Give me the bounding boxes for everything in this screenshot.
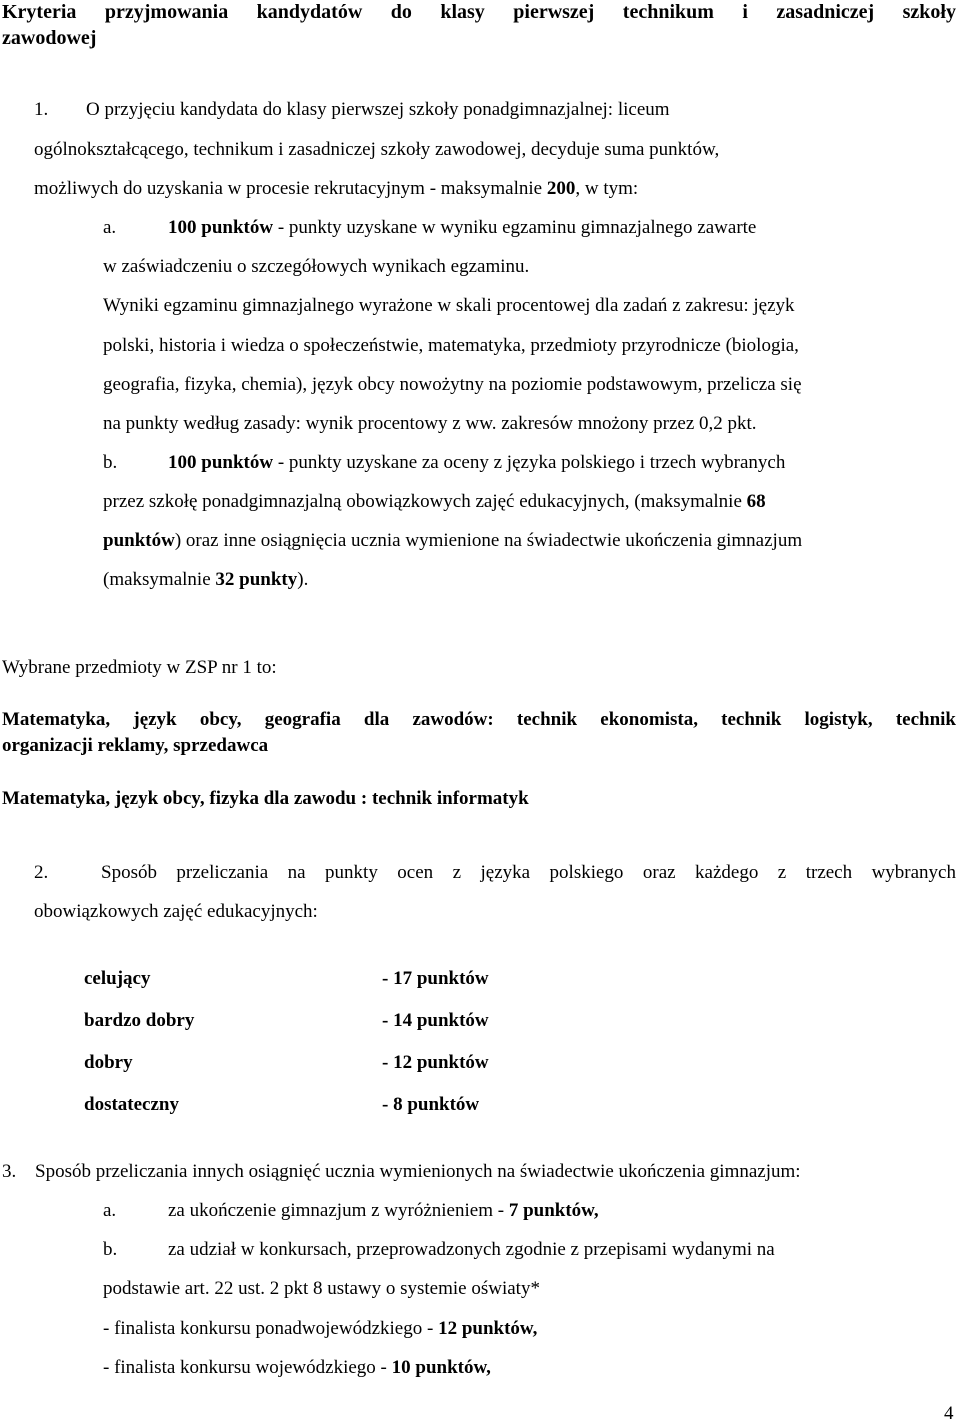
item-1b-line-3: punktów) oraz inne osiągnięcia ucznia wymienione na świadectwie ukończenia gimnazjum	[103, 530, 803, 551]
page-number: 4	[944, 1403, 954, 1424]
results-paragraph-line-4: na punkty według zasady: wynik procentowy z ww. zakresów mnożony przez 0,2 pkt.	[103, 413, 757, 434]
subjects-heading: Wybrane przedmioty w ZSP nr 1 to:	[2, 657, 277, 678]
document-title-continued: zawodowej	[2, 27, 97, 49]
item-3b-label: b.	[103, 1239, 118, 1260]
grade-points: - 12 punktów	[382, 1052, 489, 1073]
item-3b-line-1: za udział w konkursach, przeprowadzonych zgodnie z przepisami wydanymi na	[168, 1239, 775, 1260]
item-3a-text: za ukończenie gimnazjum z wyróżnieniem - 7 punktów,	[168, 1200, 599, 1221]
item-1a-label: a.	[103, 217, 117, 238]
results-paragraph-line-1: Wyniki egzaminu gimnazjalnego wyrażone w skali procentowej dla zadań z zakresu: język	[103, 295, 795, 316]
document-title: Kryteria przyjmowania kandydatów do klasy pierwszej technikum i zasadniczej szkoły	[2, 1, 956, 23]
item-1b-line-2: przez szkołę ponadgimnazjalną obowiązkowych zajęć edukacyjnych, (maksymalnie 68	[103, 491, 766, 512]
section-1-intro-line-2: ogólnokształcącego, technikum i zasadniczej szkoły zawodowej, decyduje suma punktów,	[34, 139, 720, 160]
subjects-group-1-line-2: organizacji reklamy, sprzedawca	[2, 735, 269, 756]
section-1-intro-line-1: O przyjęciu kandydata do klasy pierwszej szkoły ponadgimnazjalnej: liceum	[86, 99, 670, 120]
grade-points: - 8 punktów	[382, 1094, 480, 1115]
results-paragraph-line-3: geografia, fizyka, chemia), język obcy nowożytny na poziomie podstawowym, przelicza się	[103, 374, 802, 395]
grade-name: bardzo dobry	[84, 1010, 195, 1031]
subjects-group-2: Matematyka, język obcy, fizyka dla zawodu : technik informatyk	[2, 788, 529, 809]
section-1-number: 1.	[34, 99, 49, 120]
section-2-line-1: Sposób przeliczania na punkty ocen z języka polskiego oraz każdego z trzech wybranych	[101, 862, 956, 883]
item-1b-line-1: 100 punktów - punkty uzyskane za oceny z języka polskiego i trzech wybranych	[168, 452, 786, 473]
item-1b-line-4: (maksymalnie 32 punkty).	[103, 569, 309, 590]
item-1a-line-1: 100 punktów - punkty uzyskane w wyniku egzaminu gimnazjalnego zawarte	[168, 217, 757, 238]
section-2-number: 2.	[34, 862, 49, 883]
item-1a-line-2: w zaświadczeniu o szczegółowych wynikach egzaminu.	[103, 256, 530, 277]
grade-name: dostateczny	[84, 1094, 179, 1115]
item-3a-label: a.	[103, 1200, 117, 1221]
section-3-number: 3.	[2, 1161, 17, 1182]
item-3b-line-2: podstawie art. 22 ust. 2 pkt 8 ustawy o systemie oświaty*	[103, 1278, 540, 1299]
finalist-national: - finalista konkursu ponadwojewódzkiego - 12 punktów,	[103, 1318, 538, 1339]
section-1-intro-line-3: możliwych do uzyskania w procesie rekrutacyjnym - maksymalnie 200, w tym:	[34, 178, 639, 199]
grade-name: dobry	[84, 1052, 133, 1073]
section-3-heading: Sposób przeliczania innych osiągnięć ucznia wymienionych na świadectwie ukończenia gimnazjum:	[35, 1161, 801, 1182]
subjects-group-1-line-1: Matematyka, język obcy, geografia dla zawodów: technik ekonomista, technik logistyk, technik	[2, 709, 956, 730]
results-paragraph-line-2: polski, historia i wiedza o społeczeństwie, matematyka, przedmioty przyrodnicze (biologia,	[103, 335, 799, 356]
section-2-line-2: obowiązkowych zajęć edukacyjnych:	[34, 901, 318, 922]
finalist-regional: - finalista konkursu wojewódzkiego - 10 punktów,	[103, 1357, 491, 1378]
item-1b-label: b.	[103, 452, 118, 473]
grade-points: - 14 punktów	[382, 1010, 489, 1031]
grade-points: - 17 punktów	[382, 968, 489, 989]
grade-name: celujący	[84, 968, 151, 989]
